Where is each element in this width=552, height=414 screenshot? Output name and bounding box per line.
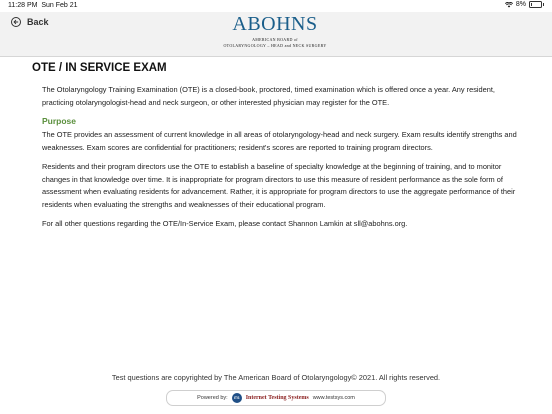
back-label: Back xyxy=(27,17,49,27)
its-logo-icon: ITS xyxy=(232,393,242,403)
its-name: Internet Testing Systems xyxy=(245,395,309,401)
back-arrow-icon xyxy=(11,17,21,27)
app-header xyxy=(0,12,552,57)
main-content xyxy=(32,62,522,238)
intro-paragraph: The Otolaryngology Training Examination (OTE) is a closed-book, proctored, timed examination which is offered once a year. Any resident, practicing otolaryngologist-head and neck surgeon, or other interested physician may register for the OTE. xyxy=(42,85,495,107)
back-button[interactable] xyxy=(11,17,49,27)
status-time: 11:28 PM Sun Feb 21 xyxy=(8,2,78,9)
powered-by-badge[interactable] xyxy=(166,390,386,406)
purpose-heading: Purpose xyxy=(42,116,77,126)
battery-percent: 8% xyxy=(515,1,526,8)
logo-mark: ABOHNS xyxy=(232,13,318,35)
purpose-paragraph-1: The OTE provides an assessment of current knowledge in all areas of otolaryngology-head and neck surgery. Exam results identify strengths and weaknesses. Exam scores are confidential for practitioners; resident's scores are reported to training program directors. xyxy=(42,130,517,152)
powered-by-label: Powered by: xyxy=(197,395,228,401)
battery-icon xyxy=(529,1,542,8)
copyright-notice: Test questions are copyrighted by The American Board of Otolaryngology© 2021. All rights reserved. xyxy=(111,373,441,382)
page-title: OTE / IN SERVICE EXAM xyxy=(32,62,167,74)
status-right xyxy=(505,1,544,8)
battery-tip xyxy=(543,3,544,6)
logo-subtitle-1: AMERICAN BOARD of xyxy=(252,37,298,42)
wifi-icon xyxy=(505,2,513,8)
status-bar xyxy=(0,0,552,12)
purpose-paragraph-2: Residents and their program directors use the OTE to establish a baseline of specialty knowledge at the beginning of training, and to monitor changes in that knowledge over time. It is inappropriate for program directors to use this measure of resident performance as the sole form of assessment when evaluating residents for advancement. Rather, it is appropriate for program directors to use the aggregate performance of their residents when evaluating the strengths and weaknesses of their educational program. xyxy=(42,162,516,209)
logo-subtitle-2: OTOLARYNGOLOGY – HEAD and NECK SURGERY xyxy=(223,43,327,48)
its-url: www.testsys.com xyxy=(312,395,355,401)
contact-paragraph: For all other questions regarding the OTE/In-Service Exam, please contact Shannon Lamkin at sll@abohns.org. xyxy=(42,219,408,228)
abohns-logo xyxy=(211,14,339,52)
